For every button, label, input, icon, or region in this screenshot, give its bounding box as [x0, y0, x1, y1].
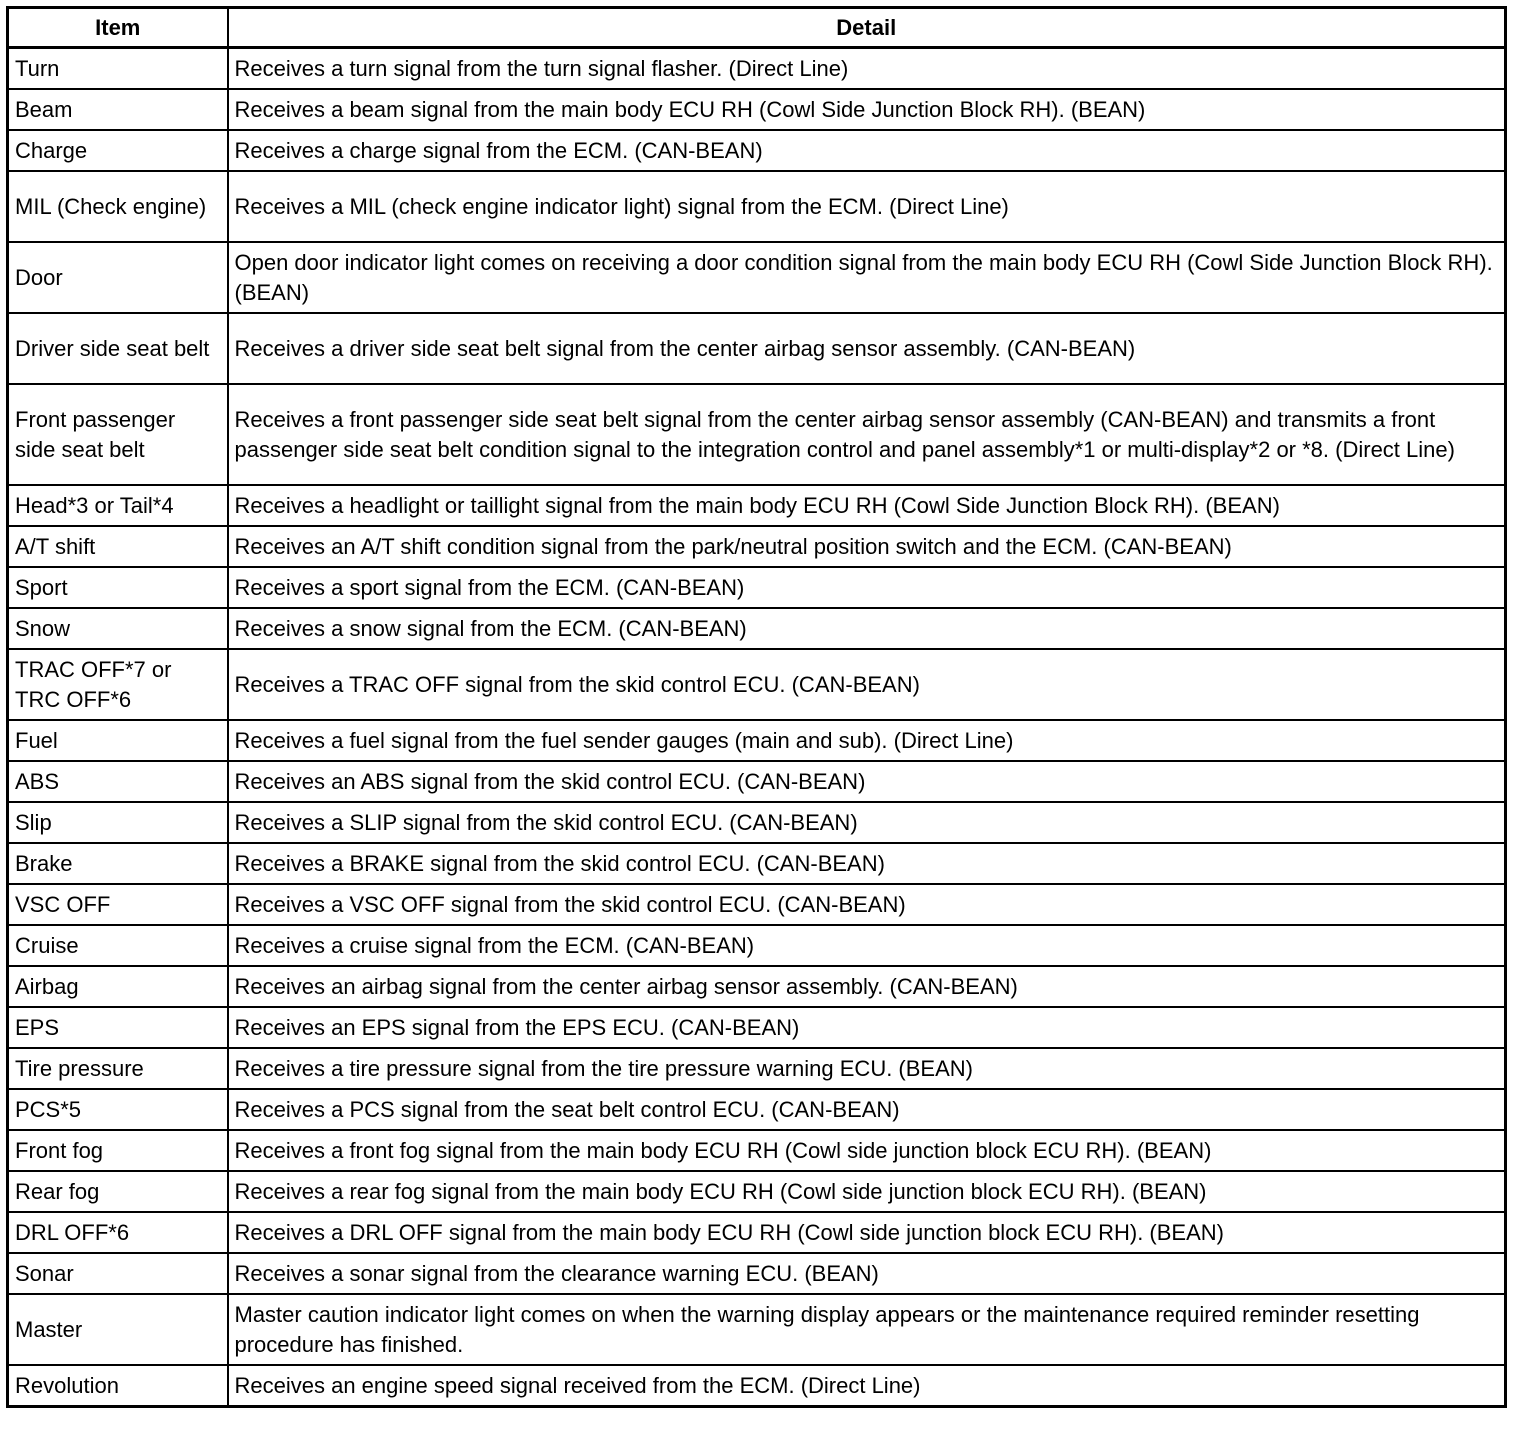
item-cell: TRAC OFF*7 or TRC OFF*6: [8, 649, 228, 720]
table-row: [8, 1212, 1506, 1253]
detail-cell: Receives a cruise signal from the ECM. (CAN-BEAN): [228, 925, 1506, 966]
table-row: [8, 1048, 1506, 1089]
detail-cell: Receives a VSC OFF signal from the skid control ECU. (CAN-BEAN): [228, 884, 1506, 925]
detail-cell: Receives an airbag signal from the center airbag sensor assembly. (CAN-BEAN): [228, 966, 1506, 1007]
detail-cell: Receives a fuel signal from the fuel sender gauges (main and sub). (Direct Line): [228, 720, 1506, 761]
item-cell: Sonar: [8, 1253, 228, 1294]
item-cell: Beam: [8, 89, 228, 130]
table-body: [8, 48, 1506, 1407]
detail-cell: Master caution indicator light comes on when the warning display appears or the maintenance required reminder resetting procedure has finished.: [228, 1294, 1506, 1365]
detail-cell: Receives a PCS signal from the seat belt control ECU. (CAN-BEAN): [228, 1089, 1506, 1130]
item-cell: Tire pressure: [8, 1048, 228, 1089]
item-cell: EPS: [8, 1007, 228, 1048]
table-row: [8, 384, 1506, 485]
detail-cell: Receives a driver side seat belt signal from the center airbag sensor assembly. (CAN-BEAN): [228, 313, 1506, 384]
table-row: [8, 1253, 1506, 1294]
detail-cell: Receives an EPS signal from the EPS ECU. (CAN-BEAN): [228, 1007, 1506, 1048]
item-cell: VSC OFF: [8, 884, 228, 925]
item-cell: Master: [8, 1294, 228, 1365]
item-cell: Cruise: [8, 925, 228, 966]
detail-cell: Receives an engine speed signal received from the ECM. (Direct Line): [228, 1365, 1506, 1407]
item-cell: Head*3 or Tail*4: [8, 485, 228, 526]
table-row: [8, 171, 1506, 242]
table-row: [8, 720, 1506, 761]
table-row: [8, 1089, 1506, 1130]
detail-cell: Receives a DRL OFF signal from the main body ECU RH (Cowl side junction block ECU RH). (BEAN): [228, 1212, 1506, 1253]
item-cell: Fuel: [8, 720, 228, 761]
detail-cell: Receives a tire pressure signal from the tire pressure warning ECU. (BEAN): [228, 1048, 1506, 1089]
item-cell: Snow: [8, 608, 228, 649]
table-row: [8, 313, 1506, 384]
detail-cell: Receives a MIL (check engine indicator light) signal from the ECM. (Direct Line): [228, 171, 1506, 242]
item-cell: ABS: [8, 761, 228, 802]
table-row: [8, 608, 1506, 649]
table-row: [8, 649, 1506, 720]
detail-cell: Receives a turn signal from the turn signal flasher. (Direct Line): [228, 48, 1506, 90]
column-header-item: Item: [8, 8, 228, 48]
table-row: [8, 526, 1506, 567]
detail-cell: Receives an ABS signal from the skid control ECU. (CAN-BEAN): [228, 761, 1506, 802]
detail-cell: Receives a TRAC OFF signal from the skid control ECU. (CAN-BEAN): [228, 649, 1506, 720]
item-cell: Turn: [8, 48, 228, 90]
item-cell: Sport: [8, 567, 228, 608]
item-cell: Slip: [8, 802, 228, 843]
table-row: [8, 89, 1506, 130]
detail-cell: Receives a rear fog signal from the main body ECU RH (Cowl side junction block ECU RH). (BEAN): [228, 1171, 1506, 1212]
item-cell: Charge: [8, 130, 228, 171]
table-row: [8, 884, 1506, 925]
item-cell: Airbag: [8, 966, 228, 1007]
header-row: [8, 8, 1506, 48]
table-header: [8, 8, 1506, 48]
detail-cell: Receives a snow signal from the ECM. (CAN-BEAN): [228, 608, 1506, 649]
table-row: [8, 843, 1506, 884]
item-cell: Brake: [8, 843, 228, 884]
item-cell: Front passenger side seat belt: [8, 384, 228, 485]
item-cell: Revolution: [8, 1365, 228, 1407]
detail-cell: Receives a front fog signal from the main body ECU RH (Cowl side junction block ECU RH). (BEAN): [228, 1130, 1506, 1171]
item-cell: PCS*5: [8, 1089, 228, 1130]
table-row: [8, 966, 1506, 1007]
table-row: [8, 242, 1506, 313]
table-row: [8, 1294, 1506, 1365]
item-cell: Rear fog: [8, 1171, 228, 1212]
detail-cell: Receives a SLIP signal from the skid control ECU. (CAN-BEAN): [228, 802, 1506, 843]
detail-cell: Receives an A/T shift condition signal from the park/neutral position switch and the ECM. (CAN-BEAN): [228, 526, 1506, 567]
detail-cell: Receives a BRAKE signal from the skid control ECU. (CAN-BEAN): [228, 843, 1506, 884]
detail-cell: Receives a beam signal from the main body ECU RH (Cowl Side Junction Block RH). (BEAN): [228, 89, 1506, 130]
table-row: [8, 802, 1506, 843]
detail-cell: Receives a sport signal from the ECM. (CAN-BEAN): [228, 567, 1506, 608]
table-row: [8, 1171, 1506, 1212]
item-cell: DRL OFF*6: [8, 1212, 228, 1253]
table-row: [8, 925, 1506, 966]
item-cell: MIL (Check engine): [8, 171, 228, 242]
table-row: [8, 761, 1506, 802]
table-row: [8, 567, 1506, 608]
detail-cell: Receives a headlight or taillight signal from the main body ECU RH (Cowl Side Junction Block RH). (BEAN): [228, 485, 1506, 526]
detail-cell: Open door indicator light comes on receiving a door condition signal from the main body ECU RH (Cowl Side Junction Block RH). (BEAN): [228, 242, 1506, 313]
item-cell: Driver side seat belt: [8, 313, 228, 384]
table-row: [8, 1007, 1506, 1048]
table-row: [8, 485, 1506, 526]
detail-cell: Receives a front passenger side seat belt signal from the center airbag sensor assembly (CAN-BEAN) and transmits a front passenger side seat belt condition signal to the integration control and panel assembly*1 or multi-display*2 or *8. (Direct Line): [228, 384, 1506, 485]
item-cell: A/T shift: [8, 526, 228, 567]
table-row: [8, 48, 1506, 90]
table-row: [8, 130, 1506, 171]
indicator-detail-table: [6, 6, 1507, 1408]
table-row: [8, 1130, 1506, 1171]
table-row: [8, 1365, 1506, 1407]
item-cell: Front fog: [8, 1130, 228, 1171]
detail-cell: Receives a charge signal from the ECM. (CAN-BEAN): [228, 130, 1506, 171]
detail-cell: Receives a sonar signal from the clearance warning ECU. (BEAN): [228, 1253, 1506, 1294]
column-header-detail: Detail: [228, 8, 1506, 48]
item-cell: Door: [8, 242, 228, 313]
